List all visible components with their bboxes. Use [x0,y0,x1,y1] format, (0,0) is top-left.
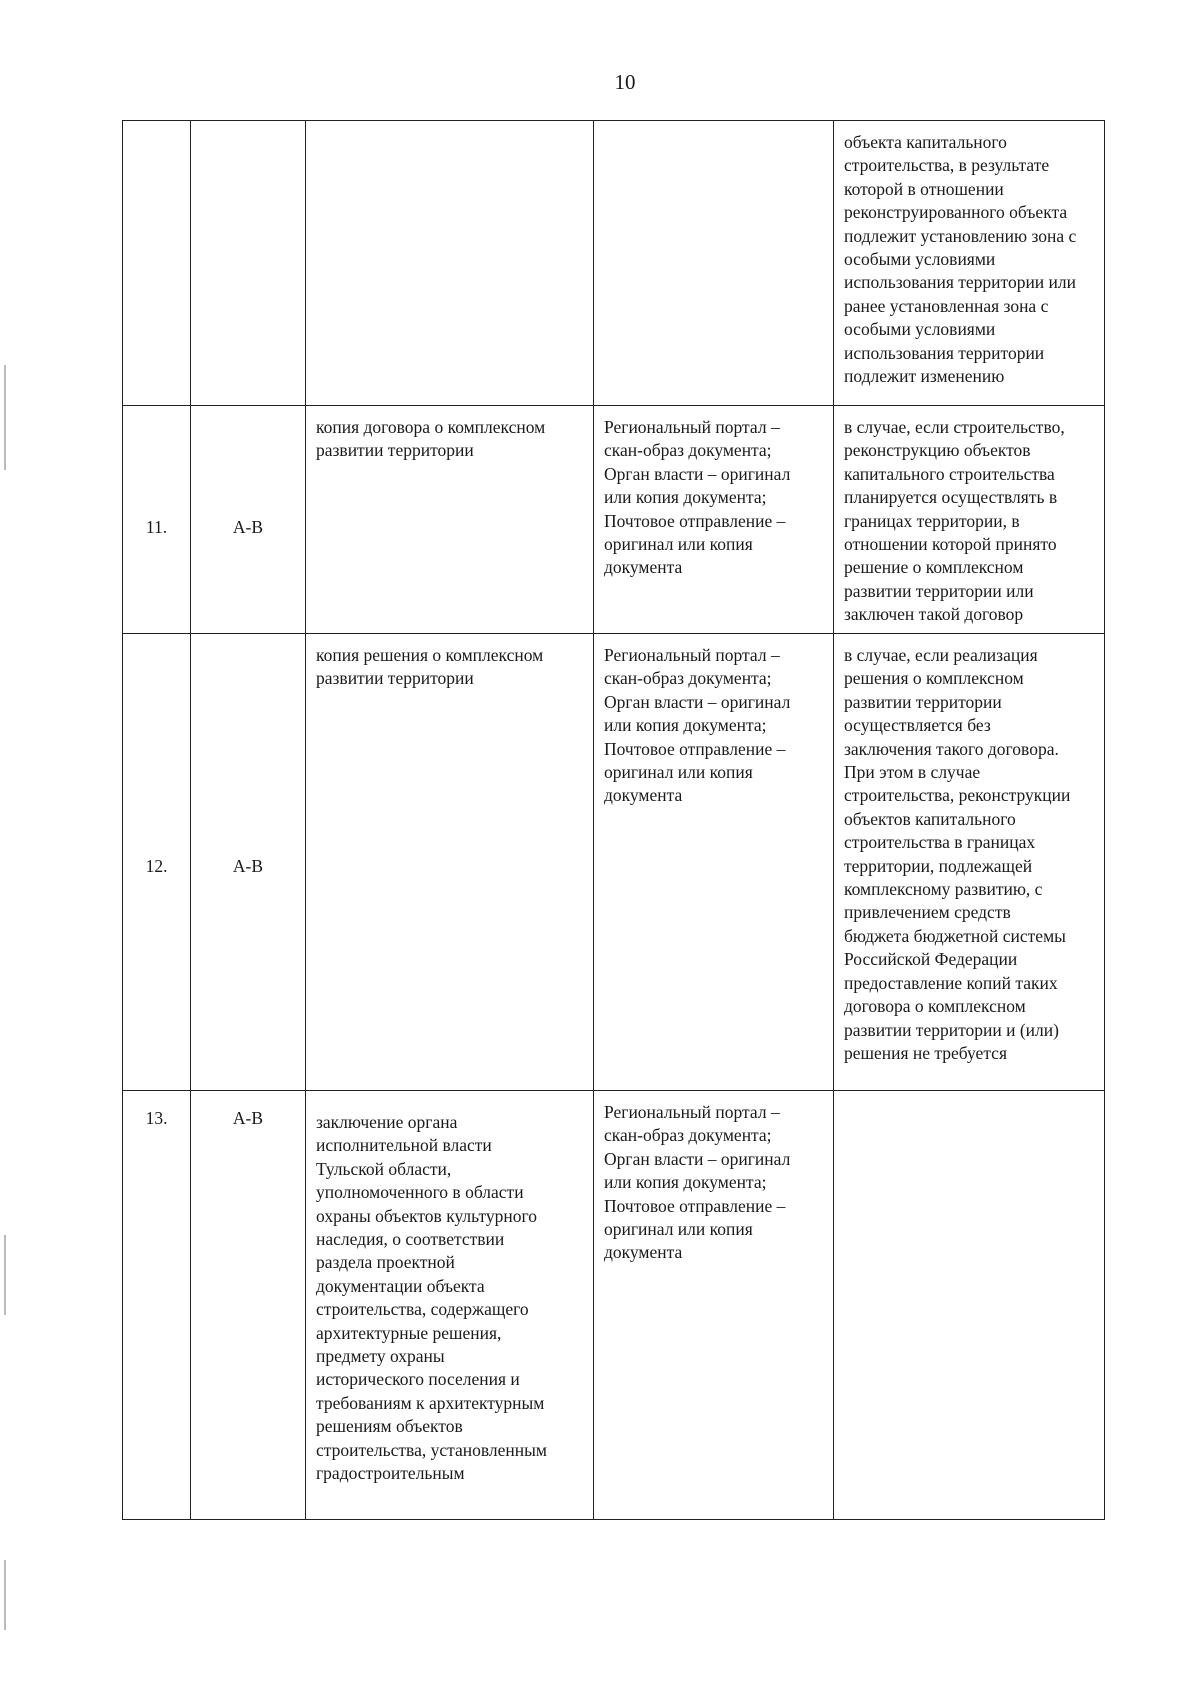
category-cell [190,1091,305,1519]
category-cell [190,634,305,1091]
condition-cell: объекта капитального строительства, в результате которой в отношении реконструированного объекта подлежит установлению зона с особыми условиями использования территории или ранее установленная зона с особыми условиями использования территории подлежит изменению [833,121,1105,406]
page-number: 10 [614,70,636,94]
submission-method-cell: Региональный портал – скан-образ документа; Орган власти – оригинал или копия документа; Почтовое отправление – оригинал или копия документа [593,634,833,1091]
requirements-table [122,120,1105,1518]
category-cell [190,406,305,634]
category-cell [190,121,305,406]
scan-edge-mark [4,1235,6,1315]
row-number: 12. [145,856,168,876]
row-number-cell [122,121,190,406]
document-cell: копия договора о комплексном развитии территории [305,406,593,634]
table-row [122,633,1105,1091]
row-number: 13. [145,1108,168,1128]
category-code: А-В [232,517,264,537]
document-cell: копия решения о комплексном развитии территории [305,634,593,1091]
row-number-cell [122,406,190,634]
condition-cell: в случае, если реализация решения о комплексном развитии территории осуществляется без заключения такого договора. При этом в случае строительства, реконструкции объектов капитального строительства в границах территории, подлежащей комплексному развитию, с привлечением средств бюджета бюджетной системы Российской Федерации предоставление копий таких договора о комплексном развитии территории и (или) решения не требуется [833,634,1105,1091]
scan-edge-mark [4,1560,6,1630]
submission-method-cell: Региональный портал – скан-образ документа; Орган власти – оригинал или копия документа; Почтовое отправление – оригинал или копия документа [593,1091,833,1519]
table-row [122,1090,1105,1520]
category-code: А-В [232,1108,264,1128]
submission-method-cell: Региональный портал – скан-образ документа; Орган власти – оригинал или копия документа; Почтовое отправление – оригинал или копия документа [593,406,833,634]
document-cell: заключение органа исполнительной власти Тульской области, уполномоченного в области охраны объектов культурного наследия, о соответствии раздела проектной документации объекта строительства, содержащего архитектурные решения, предмету охраны исторического поселения и требованиям к архитектурным решениям объектов строительства, установленным градостроительным [305,1091,593,1519]
row-number-cell [122,1091,190,1519]
submission-method-cell [593,121,833,406]
category-code: А-В [232,856,264,876]
document-cell [305,121,593,406]
scan-edge-mark [4,365,6,470]
row-number: 11. [145,517,168,537]
table-row [122,405,1105,634]
condition-cell: в случае, если строительство, реконструкцию объектов капитального строительства планируется осуществлять в границах территории, в отношении которой принято решение о комплексном развитии территории или заключен такой договор [833,406,1105,634]
condition-cell [833,1091,1105,1519]
row-number-cell [122,634,190,1091]
table-row [122,120,1105,406]
